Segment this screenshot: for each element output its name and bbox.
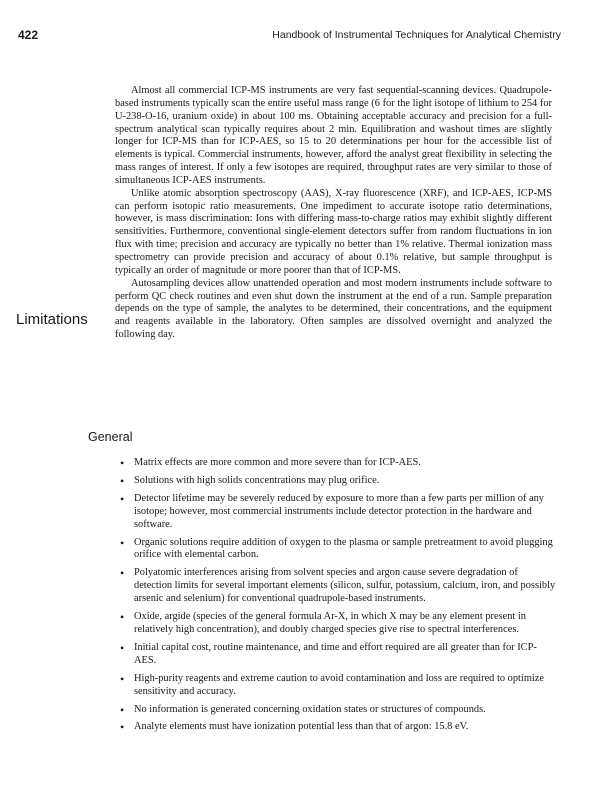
list-item-text: Matrix effects are more common and more severe than for ICP-AES. xyxy=(134,457,421,468)
list-item xyxy=(120,493,558,532)
bullet-icon: • xyxy=(120,535,125,550)
bullet-icon: • xyxy=(120,671,125,686)
list-item xyxy=(120,537,558,563)
list-item-text: Analyte elements must have ionization potential less than that of argon: 15.8 eV. xyxy=(134,721,469,733)
bullet-list xyxy=(120,457,558,739)
sub-heading: General xyxy=(88,430,133,444)
list-item xyxy=(120,567,558,606)
bullet-icon: • xyxy=(120,702,125,717)
list-item-text: No information is generated concerning oxidation states or structures of compounds. xyxy=(134,703,486,715)
list-item xyxy=(120,721,558,734)
list-item-text: Oxide, argide (species of the general formula Ar-X, in which X may be any element present in relatively high concentration), and doubly charged species give rise to spectral interferences. xyxy=(134,611,527,635)
list-item-text: Detector lifetime may be severely reduced by exposure to more than a few parts per million of any isotope; however, most commercial instruments include detector protection in the hardware and software. xyxy=(134,492,544,530)
bullet-icon: • xyxy=(120,566,125,581)
list-item xyxy=(120,611,558,637)
bullet-icon: • xyxy=(120,491,125,506)
paragraph: Almost all commercial ICP-MS instruments are very fast sequential-scanning devices. Quadrupole-based instruments typically scan the entire useful mass range (6 for the light isotope of lithium to 254 for U-238-O-16, uranium oxide) in about 100 ms. Obtaining acceptable accuracy and precision for a full-spectrum analytical scan typically requires about 2 min. Equilibration and washout times are slightly longer for ICP-MS than for ICP-AES, so 15 to 20 determinations per hour for the accessible list of elements is typical. Commercial instruments, however, afford the analyst great flexibility in selecting the mass ranges of interest. If only a few isotopes are required, throughput rates are very similar to those of simultaneous ICP-AES instruments. xyxy=(115,85,552,186)
page-number: 422 xyxy=(18,28,39,42)
list-item xyxy=(120,642,558,668)
bullet-icon: • xyxy=(120,610,125,625)
list-item-text: Initial capital cost, routine maintenance, and time and effort required are all greater than for ICP-AES. xyxy=(134,641,537,666)
list-item-text: Organic solutions require addition of oxygen to the plasma or sample pretreatment to avoid plugging orifice with elemental carbon. xyxy=(134,536,553,561)
bullet-icon: • xyxy=(120,473,125,488)
list-item-text: Solutions with high solids concentrations may plug orifice. xyxy=(134,474,380,486)
bullet-icon: • xyxy=(120,456,125,470)
list-item-text: High-purity reagents and extreme caution to avoid contamination and loss are required to optimize sensitivity and accuracy. xyxy=(134,672,545,697)
list-item xyxy=(120,704,558,717)
list-item xyxy=(120,457,558,470)
bullet-icon: • xyxy=(120,640,125,655)
bullet-icon: • xyxy=(120,720,125,735)
running-head: Handbook of Instrumental Techniques for Analytical Chemistry xyxy=(272,29,561,41)
section-heading: Limitations xyxy=(16,311,88,328)
list-item xyxy=(120,475,558,488)
list-item xyxy=(120,673,558,699)
list-item-text: Polyatomic interferences arising from solvent species and argon cause severe degradation of detection limits for several important elements (silicon, sulfur, potassium, calcium, iron, and possibly arsenic and selenium) for conventional quadrupole-based instruments. xyxy=(134,567,556,605)
body-text xyxy=(115,85,552,342)
paragraph: Unlike atomic absorption spectroscopy (AAS), X-ray fluorescence (XRF), and ICP-AES, ICP-MS can perform isotopic ratio measurements. One impediment to accurate isotope ratio determinations, however, is mass discrimination: Ions with differing mass-to-charge ratios may exhibit slightly different sensitivities. Furthermore, conventional single-element detectors suffer from random fluctuations in ion flux with time; precision and accuracy are typically no better than 1% relative. Thermal ionization mass spectrometry can provide precision and accuracy of about 0.1% relative, but sample throughput is typically an order of magnitude or more poorer than that of ICP-MS. xyxy=(115,187,552,276)
paragraph: Autosampling devices allow unattended operation and most modern instruments include software to perform QC check routines and even shut down the instrument at the end of a run. Sample preparation depends on the type of sample, the analytes to be determined, their concentrations, and the equipment and reagents available in the laboratory. Often samples are dissolved overnight and analyzed the following day. xyxy=(115,277,552,341)
